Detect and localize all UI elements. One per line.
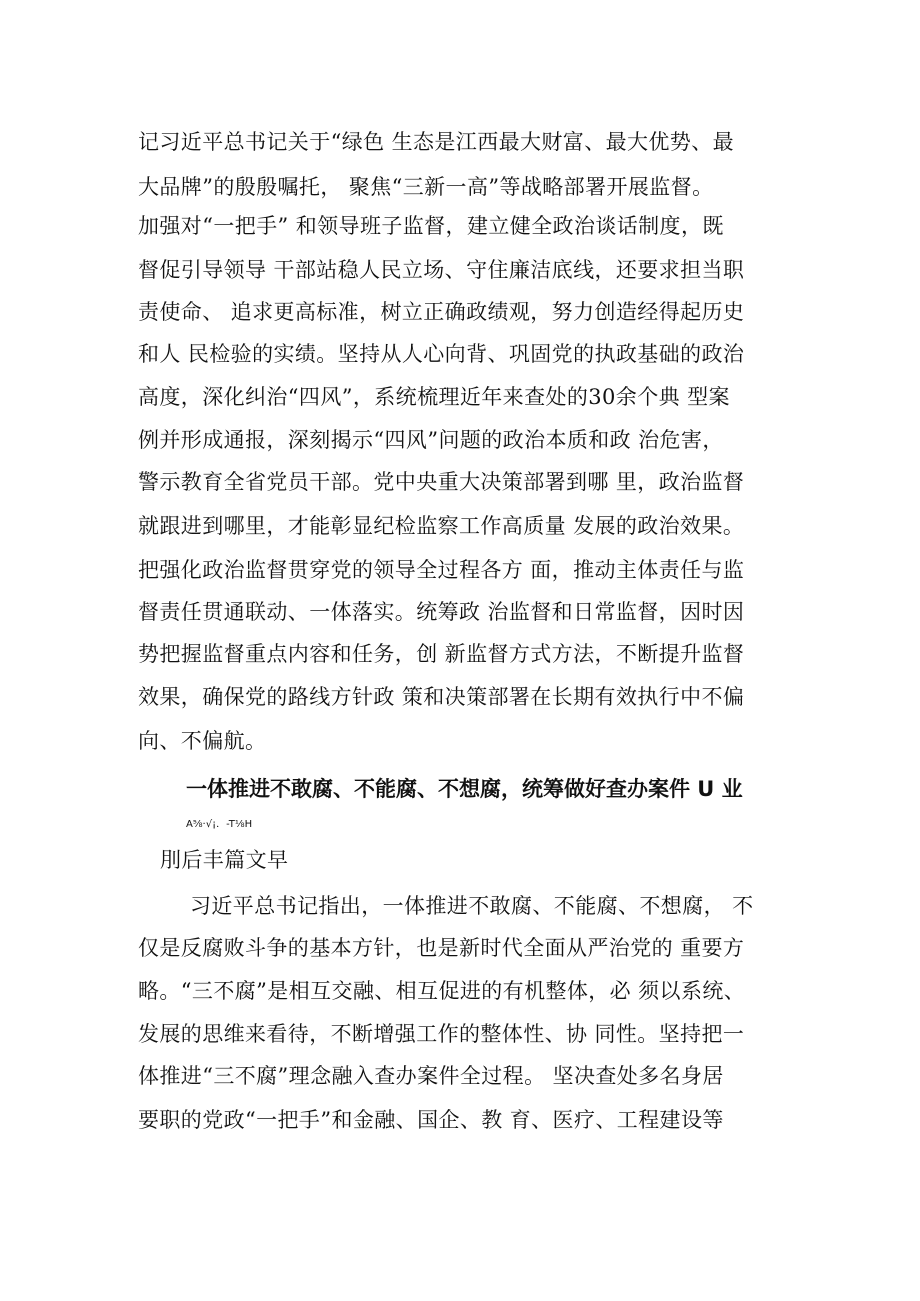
sub-line: 刖后丰篇文早 bbox=[160, 848, 289, 872]
paragraph-line: 要职的党政“一把手”和金融、国企、教 育、医疗、工程建设等 bbox=[138, 1108, 724, 1132]
paragraph-line: 势把握监督重点内容和任务，创 新监督方式方法，不断提升监督 bbox=[138, 642, 745, 666]
paragraph-line: 和人 民检验的实绩。坚持从人心向背、巩固党的执政基础的政治 bbox=[138, 342, 745, 366]
paragraph-line: 记习近平总书记关于“绿色 生态是江西最大财富、最大优势、最 bbox=[138, 130, 735, 154]
paragraph-line: 督促引导领导 干部站稳人民立场、守住廉洁底线，还要求担当职 bbox=[138, 258, 745, 282]
paragraph-line: 警示教育全省党员干部。党中央重大决策部署到哪 里，政治监督 bbox=[138, 470, 745, 494]
paragraph-line: 习近平总书记指出，一体推进不敢腐、不能腐、不想腐， 不 bbox=[190, 894, 754, 918]
paragraph-line: 把强化政治监督贯穿党的领导全过程各方 面，推动主体责任与监 bbox=[138, 558, 745, 582]
paragraph-line: 责使命、 追求更高标准，树立正确政绩观，努力创造经得起历史 bbox=[138, 300, 745, 324]
paragraph-line: 仅是反腐败斗争的基本方针，也是新时代全面从严治党的 重要方 bbox=[138, 936, 745, 960]
paragraph-line: 督责任贯通联动、一体落实。统筹政 治监督和日常监督，因时因 bbox=[138, 600, 745, 624]
paragraph-line: 高度，深化纠治“四风”，系统梳理近年来查处的30余个典 型案 bbox=[138, 385, 730, 409]
paragraph-line: 效果，确保党的路线方针政 策和决策部署在长期有效执行中不偏 bbox=[138, 685, 745, 709]
paragraph-line: 向、不偏航。 bbox=[138, 729, 267, 753]
paragraph-line: 大品牌”的殷殷嘱托， 聚焦“三新一高”等战略部署开展监督。 bbox=[138, 175, 714, 199]
paragraph-line: 发展的思维来看待，不断增强工作的整体性、协 同性。坚持把一 bbox=[138, 1022, 745, 1046]
paragraph-line: 略。“三不腐”是相互交融、相互促进的有机整体，必 须以系统、 bbox=[138, 979, 746, 1003]
section-heading: 一体推进不敢腐、不能腐、不想腐，统筹做好查办案件 U 业 bbox=[186, 777, 743, 801]
paragraph-line: 例并形成通报，深刻揭示“四风”问题的政治本质和政 治危害， bbox=[138, 428, 724, 452]
paragraph-line: 就跟进到哪里，才能彰显纪检监察工作高质量 发展的政治效果。 bbox=[138, 514, 745, 538]
garbled-text: A⅝·√¡．-T⅛H bbox=[186, 819, 253, 830]
paragraph-line: 体推进“三不腐”理念融入查办案件全过程。 坚决查处多名身居 bbox=[138, 1064, 724, 1088]
paragraph-line: 加强对“一把手” 和领导班子监督，建立健全政治谈话制度，既 bbox=[138, 214, 724, 238]
